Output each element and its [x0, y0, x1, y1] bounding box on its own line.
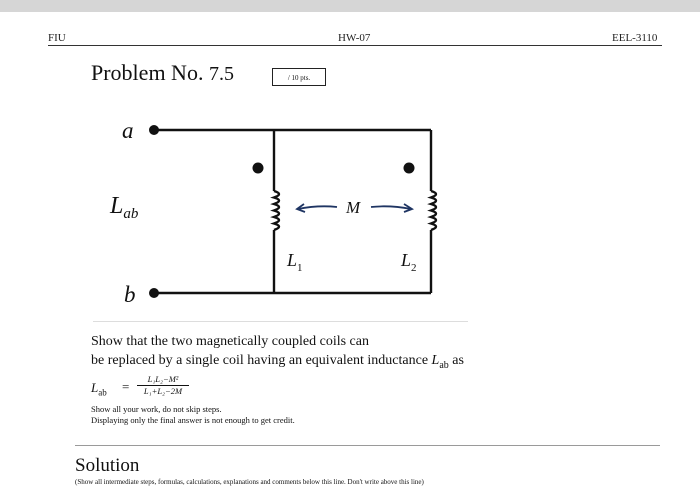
circuit-diagram	[93, 96, 468, 322]
mutual-label: M	[346, 198, 361, 217]
header-homework-number: HW-07	[338, 32, 371, 44]
statement-var-sub: ab	[439, 359, 449, 371]
l2-label-sub: 2	[411, 262, 417, 274]
lab-label-main: L	[110, 193, 124, 219]
instruction-line-2: Displaying only the final answer is not enough to get credit.	[91, 415, 295, 425]
l1-label-sub: 1	[297, 262, 303, 274]
terminal-a-label: a	[122, 118, 134, 143]
lab-label-sub: ab	[123, 206, 139, 222]
header-course-code: EEL-3110	[612, 32, 658, 44]
solution-note: (Show all intermediate steps, formulas, calculations, explanations and comments below this line. Don't write above this line)	[75, 478, 424, 486]
instruction-line-1: Show all your work, do not skip steps.	[91, 404, 222, 414]
formula-equals: =	[122, 379, 130, 394]
problem-title	[91, 60, 234, 86]
top-bar	[0, 0, 700, 12]
polarity-dot-l2	[404, 163, 415, 174]
statement-line-2-end: as	[448, 353, 464, 368]
points-box[interactable]: / 10 pts.	[272, 68, 326, 86]
header-divider	[48, 45, 662, 46]
formula-lhs-sub: ab	[98, 387, 107, 398]
formula-lhs	[91, 380, 107, 398]
terminal-a-node	[149, 125, 159, 135]
solution-heading: Solution	[75, 455, 140, 476]
terminal-b-node	[149, 288, 159, 298]
l2-label-main: L	[401, 250, 412, 270]
header-course-school: FIU	[48, 32, 66, 44]
statement-line-2-text: be replaced by a single coil having an equivalent inductance	[91, 353, 432, 368]
formula-fraction	[137, 374, 189, 397]
l1-label-main: L	[287, 250, 298, 270]
formula-denominator: L₁+L₂−2M	[143, 386, 183, 396]
polarity-dot-l1	[253, 163, 264, 174]
terminal-b-label: b	[124, 282, 136, 307]
formula-lhs-main: L	[91, 380, 99, 395]
solution-divider	[75, 445, 660, 446]
statement-var: L	[431, 353, 440, 368]
problem-number: 7.5	[208, 63, 234, 85]
statement-line-2	[91, 353, 464, 371]
circuit-figure	[93, 96, 468, 322]
statement-line-1: Show that the two magnetically coupled coils can	[91, 334, 369, 349]
formula-numerator: L₁L₂−M²	[137, 374, 189, 386]
problem-title-label: Problem No.	[91, 60, 209, 85]
